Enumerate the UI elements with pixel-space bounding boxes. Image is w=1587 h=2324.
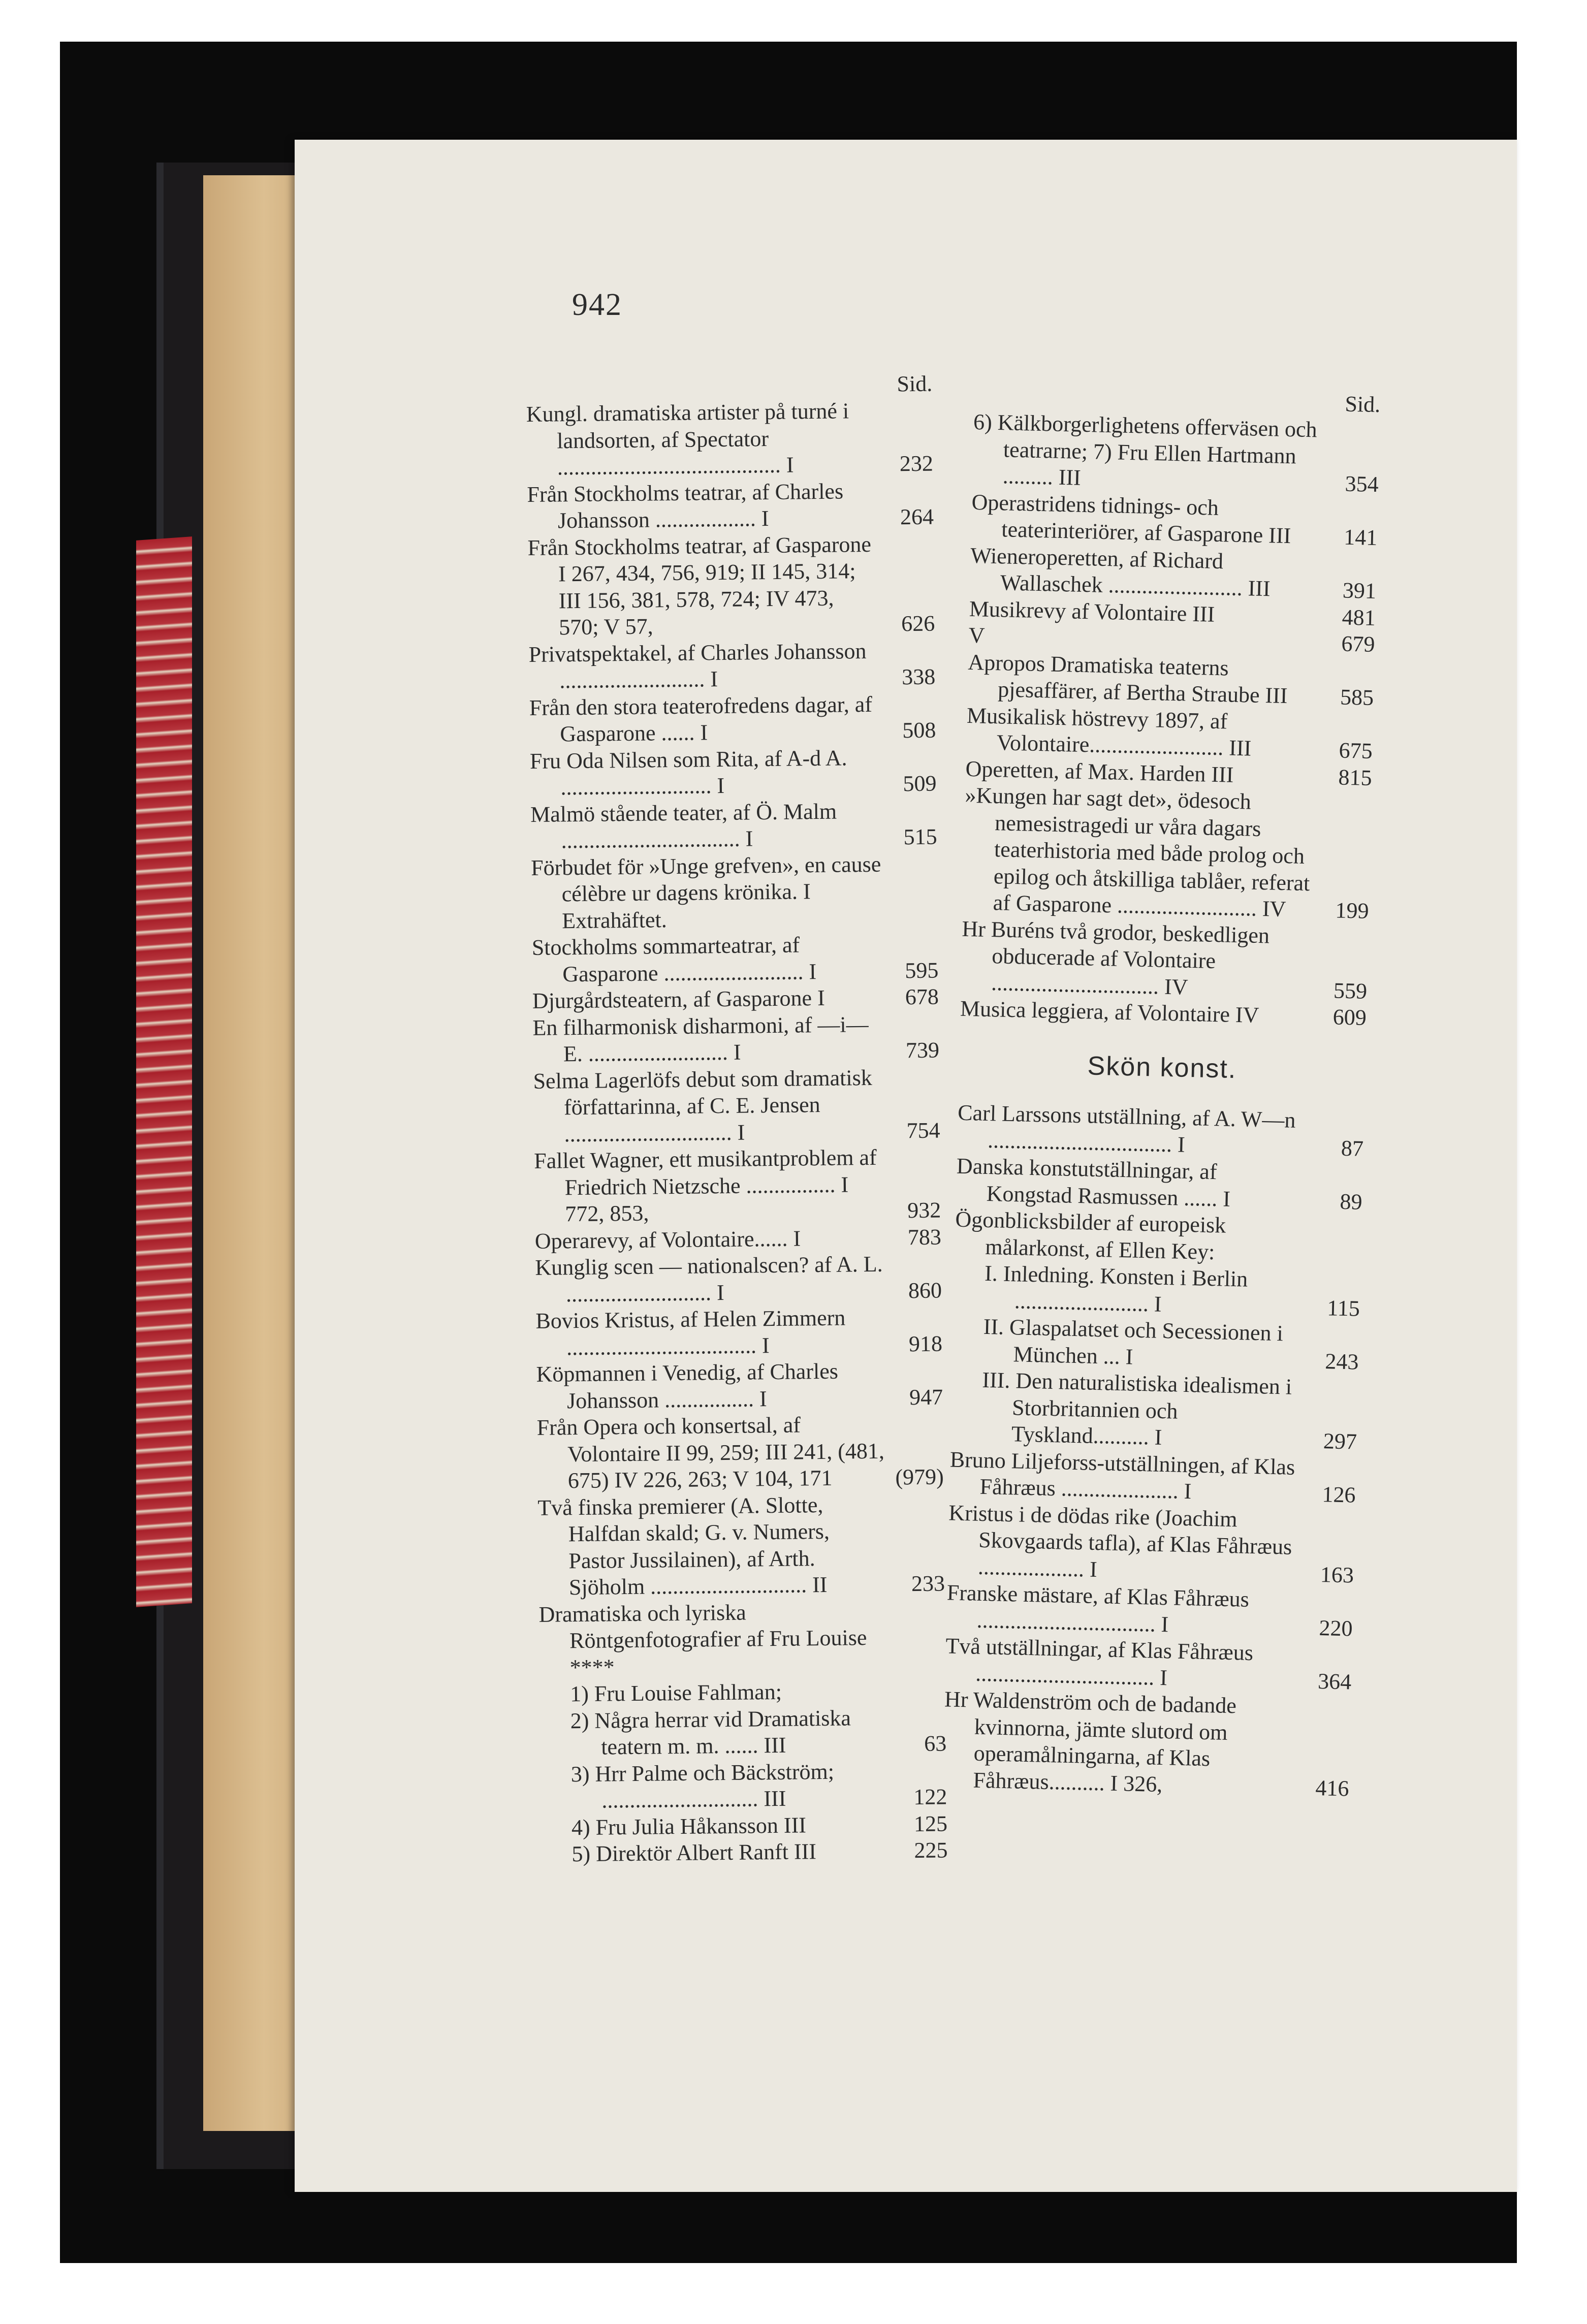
- index-entry: [528, 637, 935, 694]
- entry-text: 6) Kälkborgerlighetens offerväsen och teatrarne; 7) Fru Ellen Hartmann ......... III: [973, 409, 1318, 490]
- entry-page-number: 115: [1326, 1295, 1360, 1321]
- index-entry: [962, 782, 1372, 925]
- index-entry: [945, 1633, 1352, 1695]
- entry-text: Djurgårdsteatern, af Gasparone I: [532, 985, 825, 1013]
- entry-text: 4) Fru Julia Håkansson III: [571, 1812, 807, 1840]
- index-entry: [947, 1500, 1355, 1589]
- entry-text: III. Den naturalistiska idealismen i Storbritannien och Tyskland.......... I: [981, 1367, 1292, 1450]
- entry-text: Franske mästare, af Klas Fåhræus ................................ I: [946, 1580, 1250, 1637]
- entry-text: Från Stockholms teatrar, af Gasparone I 267, 434, 756, 919; II 145, 314; III 156, 381, 578, 724; IV 473, 570; V 57,: [527, 531, 872, 640]
- right-column: [942, 383, 1381, 1802]
- entry-page-number: 416: [1315, 1775, 1349, 1801]
- entry-text: Wieneroperetten, af Richard Wallaschek ........................ III: [970, 543, 1271, 601]
- entry-page-number: 354: [1345, 471, 1379, 497]
- entry-page-number: 63: [924, 1731, 947, 1756]
- entry-text: Två utställningar, af Klas Fåhræus ................................ I: [945, 1633, 1254, 1690]
- index-entry: [956, 1153, 1363, 1216]
- entry-page-number: 233: [911, 1571, 945, 1597]
- red-marbled-spine: [136, 536, 192, 1607]
- index-subentries: [539, 1677, 948, 1868]
- entry-page-number: 163: [1320, 1562, 1354, 1588]
- index-entry: [530, 744, 937, 801]
- left-column: [526, 371, 948, 1868]
- entry-page-number: 860: [908, 1278, 942, 1303]
- sid-label: Sid.: [897, 371, 933, 397]
- index-entry: [531, 850, 938, 935]
- index-entry: [537, 1490, 945, 1601]
- entry-text: »Kungen har sagt det», ödesoch nemesistragedi ur våra dagars teaterhistoria med både prolog och epilog och åtskilliga tablåer, referat af Gasparone ......................... IV: [965, 782, 1310, 922]
- entry-text: Hr Waldenström och de badande kvinnorna, jämte slutord om operamålningarna, af Klas Fåhræus.......... I 326,: [944, 1686, 1237, 1797]
- entry-text: Operetten, af Max. Harden III: [965, 756, 1234, 787]
- entry-text: Musica leggiera, af Volontaire IV: [960, 996, 1259, 1028]
- entry-page-number: 220: [1319, 1615, 1353, 1641]
- index-entry: [942, 1686, 1351, 1802]
- sid-label: Sid.: [1344, 391, 1381, 418]
- entry-page-number: 391: [1342, 578, 1377, 604]
- index-entry: [532, 984, 939, 1015]
- entry-text: Selma Lagerlöfs debut som dramatisk författarinna, af C. E. Jensen .............................. I: [533, 1065, 872, 1147]
- entry-text: Hr Buréns två grodor, beskedligen obducerade af Volontaire .............................. IV: [962, 916, 1270, 1000]
- index-entry: [527, 530, 935, 641]
- entry-text: Operarevy, af Volontaire...... I: [534, 1225, 801, 1254]
- entry-text: Bruno Liljeforss-utställningen, af Klas Fåhræus ..................... I: [949, 1446, 1295, 1504]
- entry-text: I. Inledning. Konsten i Berlin ........................ I: [984, 1260, 1248, 1317]
- entry-page-number: (979): [895, 1464, 944, 1490]
- index-entry: [957, 1100, 1364, 1162]
- index-entry: [971, 489, 1378, 551]
- entry-page-number: 932: [907, 1197, 941, 1223]
- entry-page-number: 559: [1333, 977, 1368, 1004]
- index-entry: [536, 1357, 943, 1415]
- entry-page-number: 609: [1332, 1004, 1367, 1030]
- entry-text: Kungl. dramatiska artister på turné i landsorten, af Spectator ........................................ I: [526, 398, 849, 480]
- entry-page-number: 947: [909, 1384, 943, 1410]
- entry-text: Från Opera och konsertsal, af Volontaire II 99, 259; III 241, (481, 675) IV 226, 263; V 104, 171: [536, 1412, 885, 1493]
- index-entry: [972, 409, 1380, 498]
- index-entry: [539, 1677, 946, 1708]
- index-entry: [535, 1251, 942, 1308]
- index-entry: [526, 397, 934, 482]
- entry-page-number: 364: [1317, 1668, 1352, 1694]
- entry-text: 3) Hrr Palme och Bäckström; ............................ III: [570, 1759, 835, 1813]
- entry-page-number: 243: [1324, 1348, 1359, 1375]
- entry-page-number: 585: [1340, 684, 1374, 710]
- entry-text: Danska konstutställningar, af Kongstad Rasmussen ...... I: [956, 1153, 1231, 1212]
- entry-page-number: 87: [1341, 1135, 1364, 1161]
- entry-page-number: 126: [1321, 1482, 1356, 1508]
- entry-page-number: 626: [901, 611, 935, 636]
- index-entry: [541, 1837, 948, 1868]
- index-entry: [538, 1597, 946, 1681]
- section-heading: Skön konst.: [1087, 1050, 1237, 1084]
- entry-page-number: 199: [1335, 898, 1370, 924]
- entry-text: 5) Direktör Albert Ranft III: [572, 1839, 817, 1867]
- entry-text: Från Stockholms teatrar, af Charles Johansson .................. I: [527, 478, 844, 533]
- index-entry: [530, 797, 937, 854]
- entry-text: Fru Oda Nilsen som Rita, af A-d A. ........................... I: [529, 745, 847, 800]
- entry-page-number: 225: [914, 1837, 948, 1863]
- entry-page-number: 679: [1341, 631, 1376, 657]
- index-entry: [541, 1810, 948, 1841]
- index-entry: [532, 1010, 939, 1068]
- index-entry: [966, 702, 1373, 765]
- art-subentries: [950, 1260, 1360, 1456]
- entry-text: Dramatiska och lyriska Röntgenfotografier af Fru Louise ****: [538, 1600, 867, 1680]
- entry-text: Förbudet för »Unge grefven», en cause célèbre ur dagens krönika. I Extrahäftet.: [530, 851, 881, 933]
- entry-page-number: 678: [905, 984, 939, 1010]
- entry-text: En filharmonisk disharmoni, af —i— E. ......................... I: [532, 1011, 869, 1067]
- entry-page-number: 297: [1323, 1428, 1357, 1454]
- entry-page-number: 595: [905, 958, 939, 983]
- index-entry: [541, 1757, 947, 1814]
- art-entries: [955, 1100, 1364, 1269]
- entry-text: Privatspektakel, af Charles Johansson .......................... I: [528, 638, 867, 693]
- entry-text: Från den stora teaterofredens dagar, af Gasparone ...... I: [529, 691, 873, 747]
- entry-text: 2) Några herrar vid Dramatiska teatern m. m. ...... III: [570, 1705, 851, 1760]
- entry-text: V: [968, 622, 986, 648]
- entry-page-number: 122: [913, 1784, 947, 1810]
- index-entry: [535, 1304, 942, 1361]
- index-entry: [953, 1260, 1360, 1322]
- entry-text: Två finska premierer (A. Slotte, Halfdan skald; G. v. Numers, Pastor Jussilainen), af Arth. Sjöholm ............................ II: [537, 1492, 830, 1600]
- entry-text: Musikrevy af Volontaire III: [969, 596, 1215, 627]
- entry-page-number: 125: [913, 1810, 948, 1836]
- entry-page-number: 754: [906, 1118, 940, 1143]
- index-entry: [967, 649, 1375, 711]
- page-number: 942: [572, 288, 622, 322]
- entry-page-number: 232: [899, 451, 934, 476]
- index-entry: [961, 915, 1369, 1005]
- entry-page-number: 338: [902, 664, 936, 690]
- entry-text: 1) Fru Louise Fahlman;: [569, 1679, 782, 1707]
- entry-text: Stockholms sommarteatrar, af Gasparone ......................... I: [531, 932, 817, 986]
- entry-page-number: 264: [900, 504, 934, 530]
- index-entry: [949, 1446, 1356, 1509]
- entry-text: Musikalisk höstrevy 1897, af Volontaire........................ III: [966, 703, 1252, 761]
- index-entry: [529, 690, 936, 748]
- index-entry: [527, 477, 934, 534]
- index-entry: [539, 1704, 946, 1761]
- entry-text: Operastridens tidnings- och teaterinteriörer, af Gasparone III: [971, 489, 1291, 549]
- index-entry: [532, 931, 939, 988]
- index-entries: [960, 409, 1380, 1031]
- index-entry: [950, 1366, 1358, 1456]
- entry-page-number: 675: [1339, 738, 1373, 763]
- entry-text: Apropos Dramatiska teaterns pjesaffärer, af Bertha Straube III: [967, 649, 1288, 709]
- entry-page-number: 509: [903, 771, 937, 797]
- art-entries-continued: [942, 1446, 1356, 1802]
- entry-text: Carl Larssons utställning, af A. W—n ................................. I: [957, 1100, 1296, 1157]
- index-entry: [536, 1411, 944, 1495]
- entry-text: Malmö stående teater, af Ö. Malm ................................ I: [530, 799, 837, 853]
- entry-page-number: 141: [1343, 524, 1378, 551]
- entry-page-number: 89: [1340, 1189, 1363, 1215]
- index-entry: [969, 542, 1377, 604]
- index-entry: [533, 1064, 940, 1148]
- entry-page-number: 815: [1338, 764, 1373, 790]
- entry-text: Bovios Kristus, af Helen Zimmern .................................. I: [535, 1305, 846, 1360]
- index-entry: [534, 1144, 941, 1228]
- index-entries: [526, 397, 946, 1681]
- index-entry: [946, 1579, 1353, 1642]
- index-entry: [535, 1224, 942, 1255]
- index-entry: [952, 1313, 1359, 1376]
- entry-text: Kristus i de dödas rike (Joachim Skovgaards tafla), af Klas Fåhræus ................... I: [948, 1500, 1292, 1582]
- entry-text: Ögonblicksbilder af europeisk målarkonst, af Ellen Key:: [955, 1206, 1226, 1264]
- entry-text: Kunglig scen — nationalscen? af A. L. .......................... I: [535, 1251, 883, 1307]
- entry-page-number: 918: [908, 1331, 943, 1356]
- entry-page-number: 515: [903, 824, 937, 850]
- entry-text: Köpmannen i Venedig, af Charles Johansson ................ I: [536, 1358, 839, 1413]
- entry-text: Fallet Wagner, ett musikantproblem af Friedrich Nietzsche ................ I 772, 853,: [533, 1144, 877, 1227]
- entry-page-number: 481: [1342, 604, 1376, 630]
- entry-page-number: 508: [902, 717, 936, 743]
- entry-text: II. Glaspalatset och Secessionen i München ... I: [983, 1314, 1284, 1370]
- entry-page-number: 783: [907, 1224, 942, 1250]
- entry-page-number: 739: [905, 1037, 940, 1063]
- index-entry: [955, 1206, 1362, 1269]
